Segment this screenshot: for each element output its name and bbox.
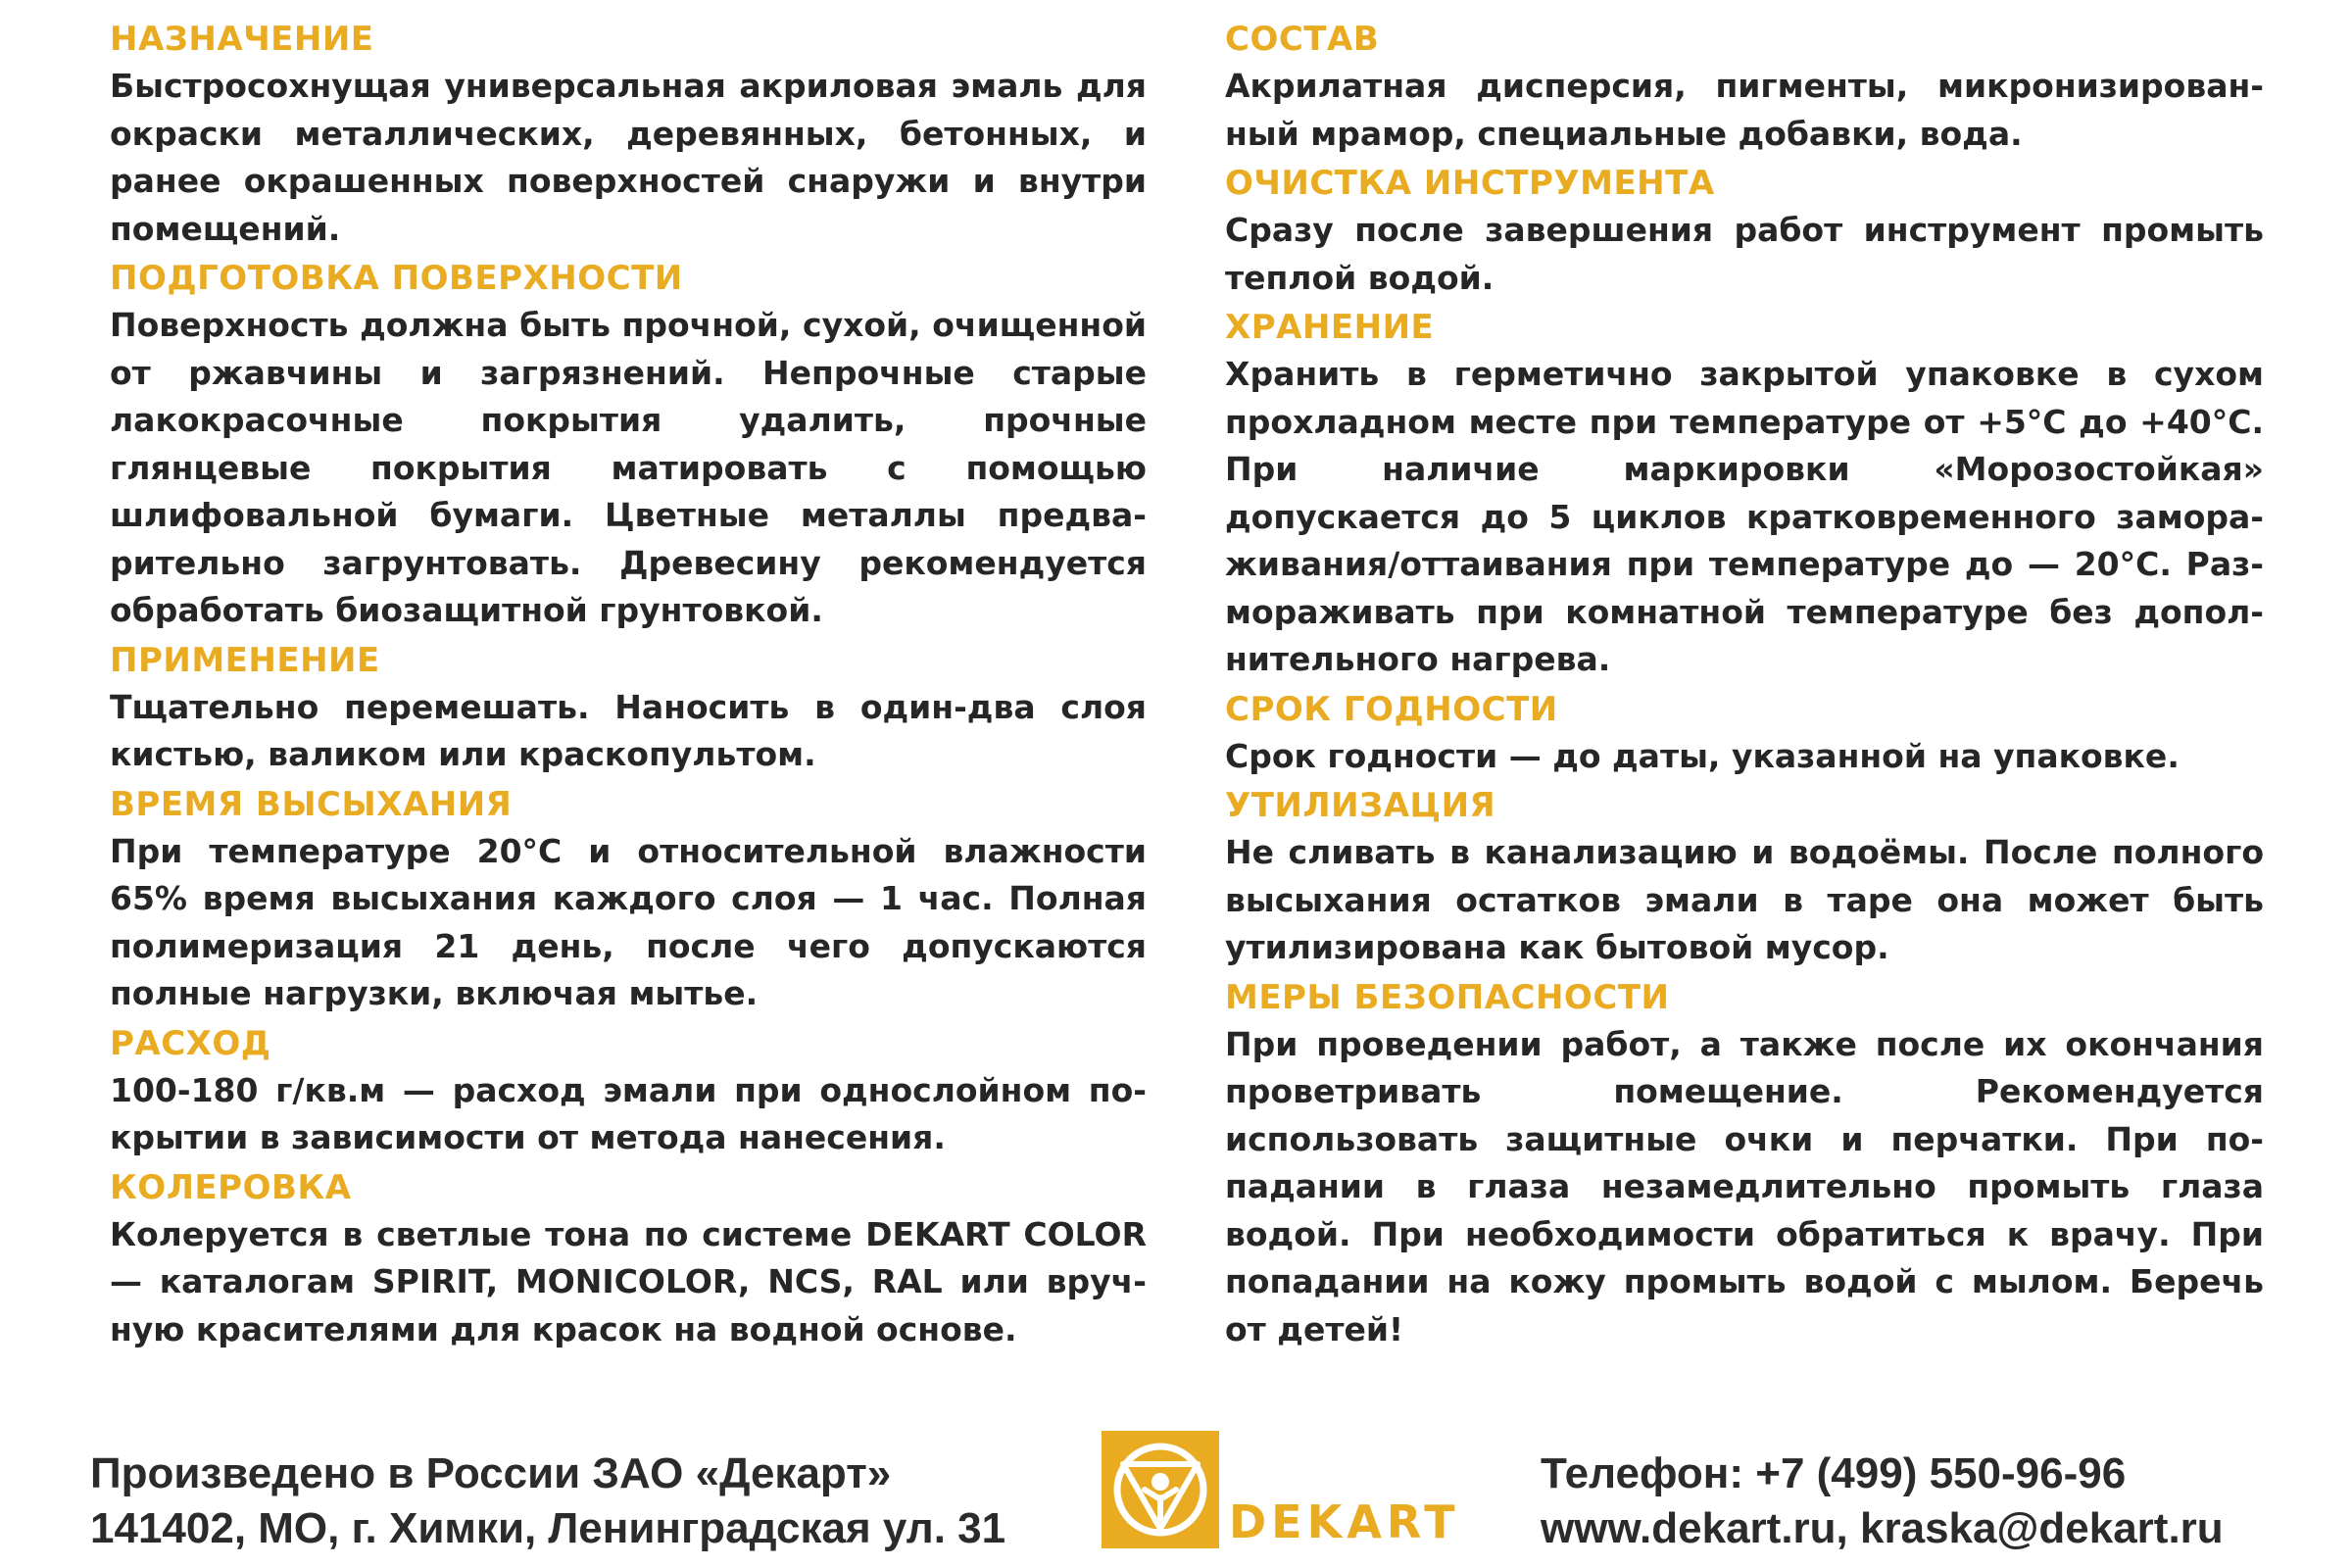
section-heading-purpose: НАЗНАЧЕНИЕ — [110, 20, 374, 59]
footer — [0, 1401, 2352, 1568]
dekart-logo-icon — [1102, 1431, 1219, 1548]
contact-info — [1541, 1446, 2224, 1556]
section-text-composition: Акрилатная дисперсия, пигменты, микронизированный мрамор, специальные добавки, вода. — [1225, 67, 2264, 153]
section-heading-tool-cleaning: ОЧИСТКА ИНСТРУМЕНТА — [1225, 164, 1715, 203]
section-heading-tinting: КОЛЕРОВКА — [110, 1167, 352, 1207]
section-text-tinting: Колеруется в светлые тона по системе DEKART COLOR — каталогам SPIRIT, MONICOLOR, NCS, RAL или вручную красителями для красок на водной основе. — [110, 1214, 1147, 1348]
dekart-logo-text: DEKART — [1229, 1495, 1460, 1548]
section-text-consumption: 100-180 г/кв.м — расход эмали при однослойном покрытии в зависимости от метода нанесения. — [110, 1070, 1147, 1156]
section-heading-safety: МЕРЫ БЕЗОПАСНОСТИ — [1225, 977, 1670, 1017]
dekart-logo — [1102, 1431, 1474, 1558]
left-column — [110, 16, 1147, 1355]
section-text-disposal: Не сливать в канализацию и водоёмы. После полного высыхания остатков эмали в таре она может быть утилизирована как бытовой мусор. — [1225, 833, 2264, 966]
section-text-purpose: Быстросохнущая универсальная акриловая эмаль для окраски металлических, деревянных, бетонных, и ранее окрашенных поверхностей снаружи и внутри помещений. — [110, 67, 1147, 248]
manufacturer-info — [90, 1446, 1005, 1556]
section-text-surface-prep: Поверхность должна быть прочной, сухой, очищенной от ржавчины и загрязнений. Непрочные старые лакокрасочные покрытия удалить, прочные глянцевые покрытия матировать с помощью шлифовальной бумаги. Цветные металлы предварительно загрунтовать. Древесину рекомендуется обработать биозащитной грунтовкой. — [110, 306, 1147, 629]
phone-number: Телефон: +7 (499) 550-96-96 — [1541, 1449, 2127, 1497]
section-heading-composition: СОСТАВ — [1225, 20, 1380, 59]
section-text-storage: Хранить в герметично закрытой упаковке в сухом прохладном месте при температуре от +5°С до +40°С. При наличие маркировки «Морозостойкая» допускается до 5 циклов кратковременного замораживания/оттаивания при температуре до — 20°С. Размораживать при комнатной температуре без дополнительного нагрева. — [1225, 355, 2264, 678]
section-text-application: Тщательно перемешать. Наносить в один-два слоя кистью, валиком или краскопультом. — [110, 687, 1147, 773]
section-heading-shelf-life: СРОК ГОДНОСТИ — [1225, 689, 1558, 729]
website-email: www.dekart.ru, kraska@dekart.ru — [1541, 1504, 2224, 1552]
section-heading-consumption: РАСХОД — [110, 1023, 271, 1063]
section-text-safety: При проведении работ, а также после их окончания проветривать помещение. Рекомендуется использовать защитные очки и перчатки. При попадании в глаза незамедлительно промыть глаза водой. При необходимости обратиться к врачу. При попадании на кожу промыть водой с мылом. Беречь от детей! — [1225, 1024, 2264, 1348]
section-heading-disposal: УТИЛИЗАЦИЯ — [1225, 786, 1496, 825]
section-text-tool-cleaning: Сразу после завершения работ инструмент промыть теплой водой. — [1225, 211, 2264, 297]
section-text-drying-time: При температуре 20°С и относительной влажности 65% время высыхания каждого слоя — 1 час. Полная полимеризация 21 день, после чего допускаются полные нагрузки, включая мытье. — [110, 831, 1147, 1012]
manufacturer-address: 141402, МО, г. Химки, Ленинградская ул. 31 — [90, 1504, 1006, 1552]
section-text-shelf-life: Срок годности — до даты, указанной на упаковке. — [1225, 736, 2180, 775]
section-heading-application: ПРИМЕНЕНИЕ — [110, 640, 380, 680]
section-heading-storage: ХРАНЕНИЕ — [1225, 308, 1435, 347]
section-heading-drying-time: ВРЕМЯ ВЫСЫХАНИЯ — [110, 784, 513, 824]
section-heading-surface-prep: ПОДГОТОВКА ПОВЕРХНОСТИ — [110, 259, 683, 298]
right-column — [1225, 16, 2264, 1355]
manufacturer-name: Произведено в России ЗАО «Декарт» — [90, 1449, 892, 1497]
